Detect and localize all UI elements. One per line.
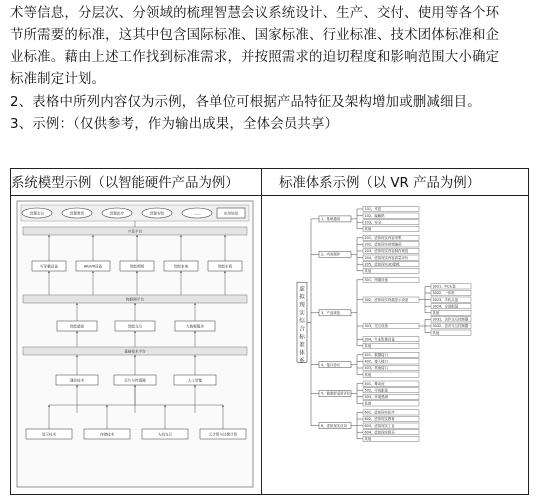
- tree-item-label: 202、虚拟现实视频编码: [364, 242, 402, 247]
- device-box-label: 智能照明: [129, 264, 145, 269]
- tree-item-box: [363, 343, 419, 348]
- tree-root-char: 实: [299, 310, 305, 317]
- right-column-header: 标准体系示例（以 VR 产品为例）: [279, 176, 481, 191]
- scene-pill-label: ……: [193, 211, 201, 216]
- device-box-label: 可穿戴设备: [40, 264, 58, 269]
- iot-platform-bar-label: 物联网平台: [126, 297, 144, 302]
- table-header-row: [11, 169, 528, 196]
- text-line-4: 标准制定计划。: [10, 72, 106, 87]
- service-box-label: 智能感知: [69, 324, 85, 329]
- base-tech-box-label: 人机交互: [157, 432, 173, 437]
- tree-root-char: 综: [299, 318, 305, 325]
- tree-group-label: 4、接口协议: [321, 362, 341, 367]
- tree-item-label: 其他: [364, 401, 372, 406]
- product-platform-bar-label: 产品平台: [127, 229, 143, 234]
- scene-pill-label: 智慧安防: [149, 211, 165, 216]
- tree-item-label: 301、终端设备: [364, 278, 388, 282]
- note-2: 2、表格中所列内容仅为示例，各单位可根据产品特征及架构增加或删减细目。: [10, 95, 481, 110]
- tree-subitem-label: 3022、一体机: [432, 291, 455, 296]
- tree-item-label: 502、可视距离: [364, 388, 388, 393]
- scene-band: [21, 205, 249, 221]
- service-box-label: 大数据服务: [186, 324, 204, 329]
- tree-root-char: 现: [299, 302, 305, 309]
- scene-box-label: 应用场景: [223, 211, 239, 216]
- tree-group-label: 5、健康舒适度评价: [321, 391, 351, 396]
- tree-item-box: [363, 268, 419, 273]
- tree-subitem-label: 其他: [432, 311, 440, 315]
- tree-item-label: 403、其他接口: [364, 366, 388, 371]
- tree-item-label: 201、虚拟现实内容采集: [364, 236, 402, 240]
- tree-item-label: 304、专业影像设备: [364, 337, 395, 342]
- tree-root-char: 虚: [299, 286, 305, 293]
- tree-item-label: 503、环境感测: [364, 395, 388, 399]
- tree-item-label: 其他: [364, 227, 372, 231]
- tree-item-label: 103、安全: [364, 220, 382, 225]
- tree-item-box: [363, 401, 419, 406]
- base-tech-box-label: 显示技术: [41, 432, 57, 437]
- system-model-diagram: [15, 199, 255, 491]
- tree-root-char: 体: [299, 350, 305, 357]
- text-line-2: 节所需要的标准，这其中包含国际标准、国家标准、行业标准、技术团体标准和企: [10, 28, 500, 43]
- tree-item-label: 其他: [364, 269, 372, 273]
- tree-root-char: 标: [299, 334, 305, 341]
- tree-item-label: 302、虚拟现实终端显示设备: [364, 297, 409, 302]
- base-tech-box-label: 存储技术: [99, 432, 115, 437]
- tech-box-label: 芯片与传感器: [124, 378, 146, 383]
- tree-root-char: 准: [299, 342, 305, 349]
- tree-subitem-label: 3021、PC头显: [432, 284, 456, 289]
- tree-item-label: 401、数据接口: [364, 353, 388, 357]
- tree-item-box: [363, 226, 419, 231]
- column-divider: [261, 169, 262, 494]
- tree-item-label: 501、晕动症: [364, 381, 385, 386]
- base-tech-box-label: 云计算与边缘计算: [208, 432, 238, 437]
- tree-item-box: [363, 372, 419, 377]
- tree-item-label: 203、虚拟现实内容制作规范: [364, 249, 409, 254]
- tree-group-label: 1、基础通用: [321, 217, 341, 222]
- tree-item-label: 102、编解码: [364, 213, 385, 218]
- note-3: 3、示例：（仅供参考，作为输出成果，全体会员共享）: [10, 117, 339, 132]
- service-box-label: 智能交互: [127, 324, 143, 329]
- tree-root-char: 合: [299, 326, 305, 333]
- tree-item-label: 303、交互设备: [364, 324, 388, 329]
- scene-pill-label: 智慧会议: [29, 211, 45, 216]
- tree-item-label: 其他: [364, 372, 372, 377]
- tree-root-char: 拟: [299, 294, 305, 301]
- tree-item-label: 603、虚拟现实工业: [364, 423, 395, 428]
- body-text: [10, 3, 530, 136]
- tree-item-label: 601、虚拟现实医疗: [364, 410, 395, 415]
- tree-subitem-label: 3031、动作交互控制器: [432, 317, 469, 322]
- scene-pill-label: 智慧医疗: [109, 211, 125, 216]
- tech-platform-bar-label: 基础技术平台: [124, 349, 146, 354]
- tree-item-box: [363, 436, 419, 441]
- tree-item-label: 602、虚拟现实教育: [364, 417, 395, 422]
- example-table: [10, 168, 529, 495]
- tree-item-label: 其他: [364, 437, 372, 441]
- tree-subitem-label: 3032、语音交互控制器: [432, 324, 469, 329]
- tech-box-label: 人工智能: [187, 378, 203, 383]
- tree-group-label: 6、虚拟现实应用: [321, 423, 347, 428]
- tree-item-label: 204、虚拟现实内容质量评价: [364, 255, 409, 260]
- tree-group-label: 2、内容制作: [321, 252, 341, 257]
- standard-system-diagram: [265, 197, 527, 493]
- tree-item-label: 其他: [364, 344, 372, 348]
- tree-subitem-label: 3024、全景眼镜: [432, 304, 459, 309]
- scene-pill-label: 智慧教育: [69, 211, 85, 216]
- text-line-1: 术等信息，分层次、分领域的梳理智慧会议系统设计、生产、交付、使用等各个环: [10, 6, 500, 21]
- tree-item-label: 604、虚拟现实娱乐: [364, 430, 395, 435]
- device-box-label: AR/VR设备: [83, 264, 103, 269]
- tree-item-label: 101、术语: [364, 207, 382, 212]
- text-line-3: 业标准。藉由上述工作找到标准需求，并按照需求的迫切程度和影响范围大小确定: [10, 50, 500, 65]
- tree-root-char: 系: [299, 358, 305, 365]
- tree-item-label: 402、接入接口: [364, 359, 388, 364]
- tree-item-label: 205、虚拟现实3D建模: [364, 262, 400, 267]
- device-box-label: 智能家电: [173, 264, 189, 269]
- tree-group-label: 3、产品规范: [321, 311, 341, 315]
- device-box-label: 智能车载: [217, 264, 233, 269]
- tree-subitem-label: 其他: [432, 330, 440, 335]
- left-column-header: 系统模型示例（以智能硬件产品为例）: [11, 176, 239, 191]
- tech-box-label: 通信技术: [69, 378, 85, 383]
- tree-subitem-label: 3023、手机头盔: [432, 297, 459, 302]
